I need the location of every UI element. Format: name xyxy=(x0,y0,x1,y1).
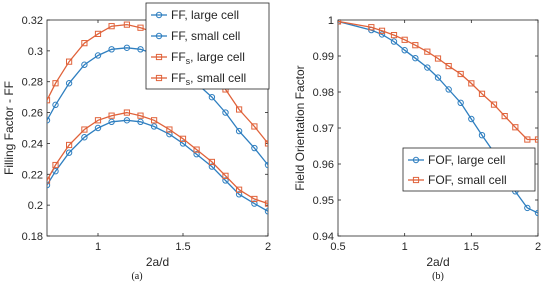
legend-label xyxy=(171,8,239,22)
legend-label-text: FF, large cell xyxy=(171,8,240,22)
y-tick-label: 0.3 xyxy=(27,45,43,58)
legend-label xyxy=(171,71,246,87)
x-tick-label: 0.5 xyxy=(330,241,346,253)
x-tick-label: 1.5 xyxy=(175,241,191,253)
y-tick-label: 0.98 xyxy=(312,87,334,99)
legend-label xyxy=(171,50,245,66)
y-tick-label: 0.94 xyxy=(312,231,334,243)
legend-label-suffix: , large cell xyxy=(190,50,245,64)
y-tick-label: 1 xyxy=(327,15,334,27)
x-tick-label: 1 xyxy=(401,241,408,253)
x-tick-label: 1 xyxy=(94,241,102,253)
y-tick-label: 0.96 xyxy=(312,159,334,171)
legend-label-text: FF, small cell xyxy=(171,29,241,43)
legend-label-subscript: s xyxy=(185,56,191,66)
x-tick-label: 1.5 xyxy=(463,241,479,253)
y-tick-label: 0.95 xyxy=(312,195,334,207)
y-tick-label: 0.26 xyxy=(21,107,43,120)
legend-label-text: FF xyxy=(171,71,186,85)
y-tick-label: 0.97 xyxy=(312,123,334,135)
legend-label-text: FF xyxy=(171,50,186,64)
x-tick-label: 2 xyxy=(264,241,272,253)
legend-label xyxy=(428,173,507,187)
legend-label xyxy=(171,29,240,43)
y-tick-label: 0.2 xyxy=(27,200,43,213)
x-tick-label: 2 xyxy=(534,241,541,253)
y-tick-label: 0.24 xyxy=(21,138,43,151)
legend-label-suffix: , small cell xyxy=(190,71,247,85)
y-tick-label: 0.28 xyxy=(21,76,43,89)
x-axis-label: 2a/d xyxy=(145,255,170,269)
plot-frame xyxy=(338,20,538,236)
y-tick-label: 0.22 xyxy=(21,169,43,182)
chart-panel-a xyxy=(2,3,271,282)
y-tick-label: 0.99 xyxy=(312,51,334,63)
legend-label xyxy=(428,153,505,167)
legend-label-subscript: s xyxy=(185,77,191,87)
y-tick-label: 0.32 xyxy=(21,15,43,27)
y-axis-label: Field Orientation Factor xyxy=(293,65,307,191)
panel-caption: (b) xyxy=(432,271,444,282)
x-axis-label: 2a/d xyxy=(426,255,450,269)
panel-caption: (a) xyxy=(131,271,143,282)
y-tick-label: 0.18 xyxy=(21,231,43,243)
chart-panel-b xyxy=(293,15,541,282)
legend-label-text: FOF, small cell xyxy=(428,173,507,187)
legend-label-text: FOF, large cell xyxy=(428,153,506,167)
y-axis-label: Filling Factor - FF xyxy=(2,80,16,176)
